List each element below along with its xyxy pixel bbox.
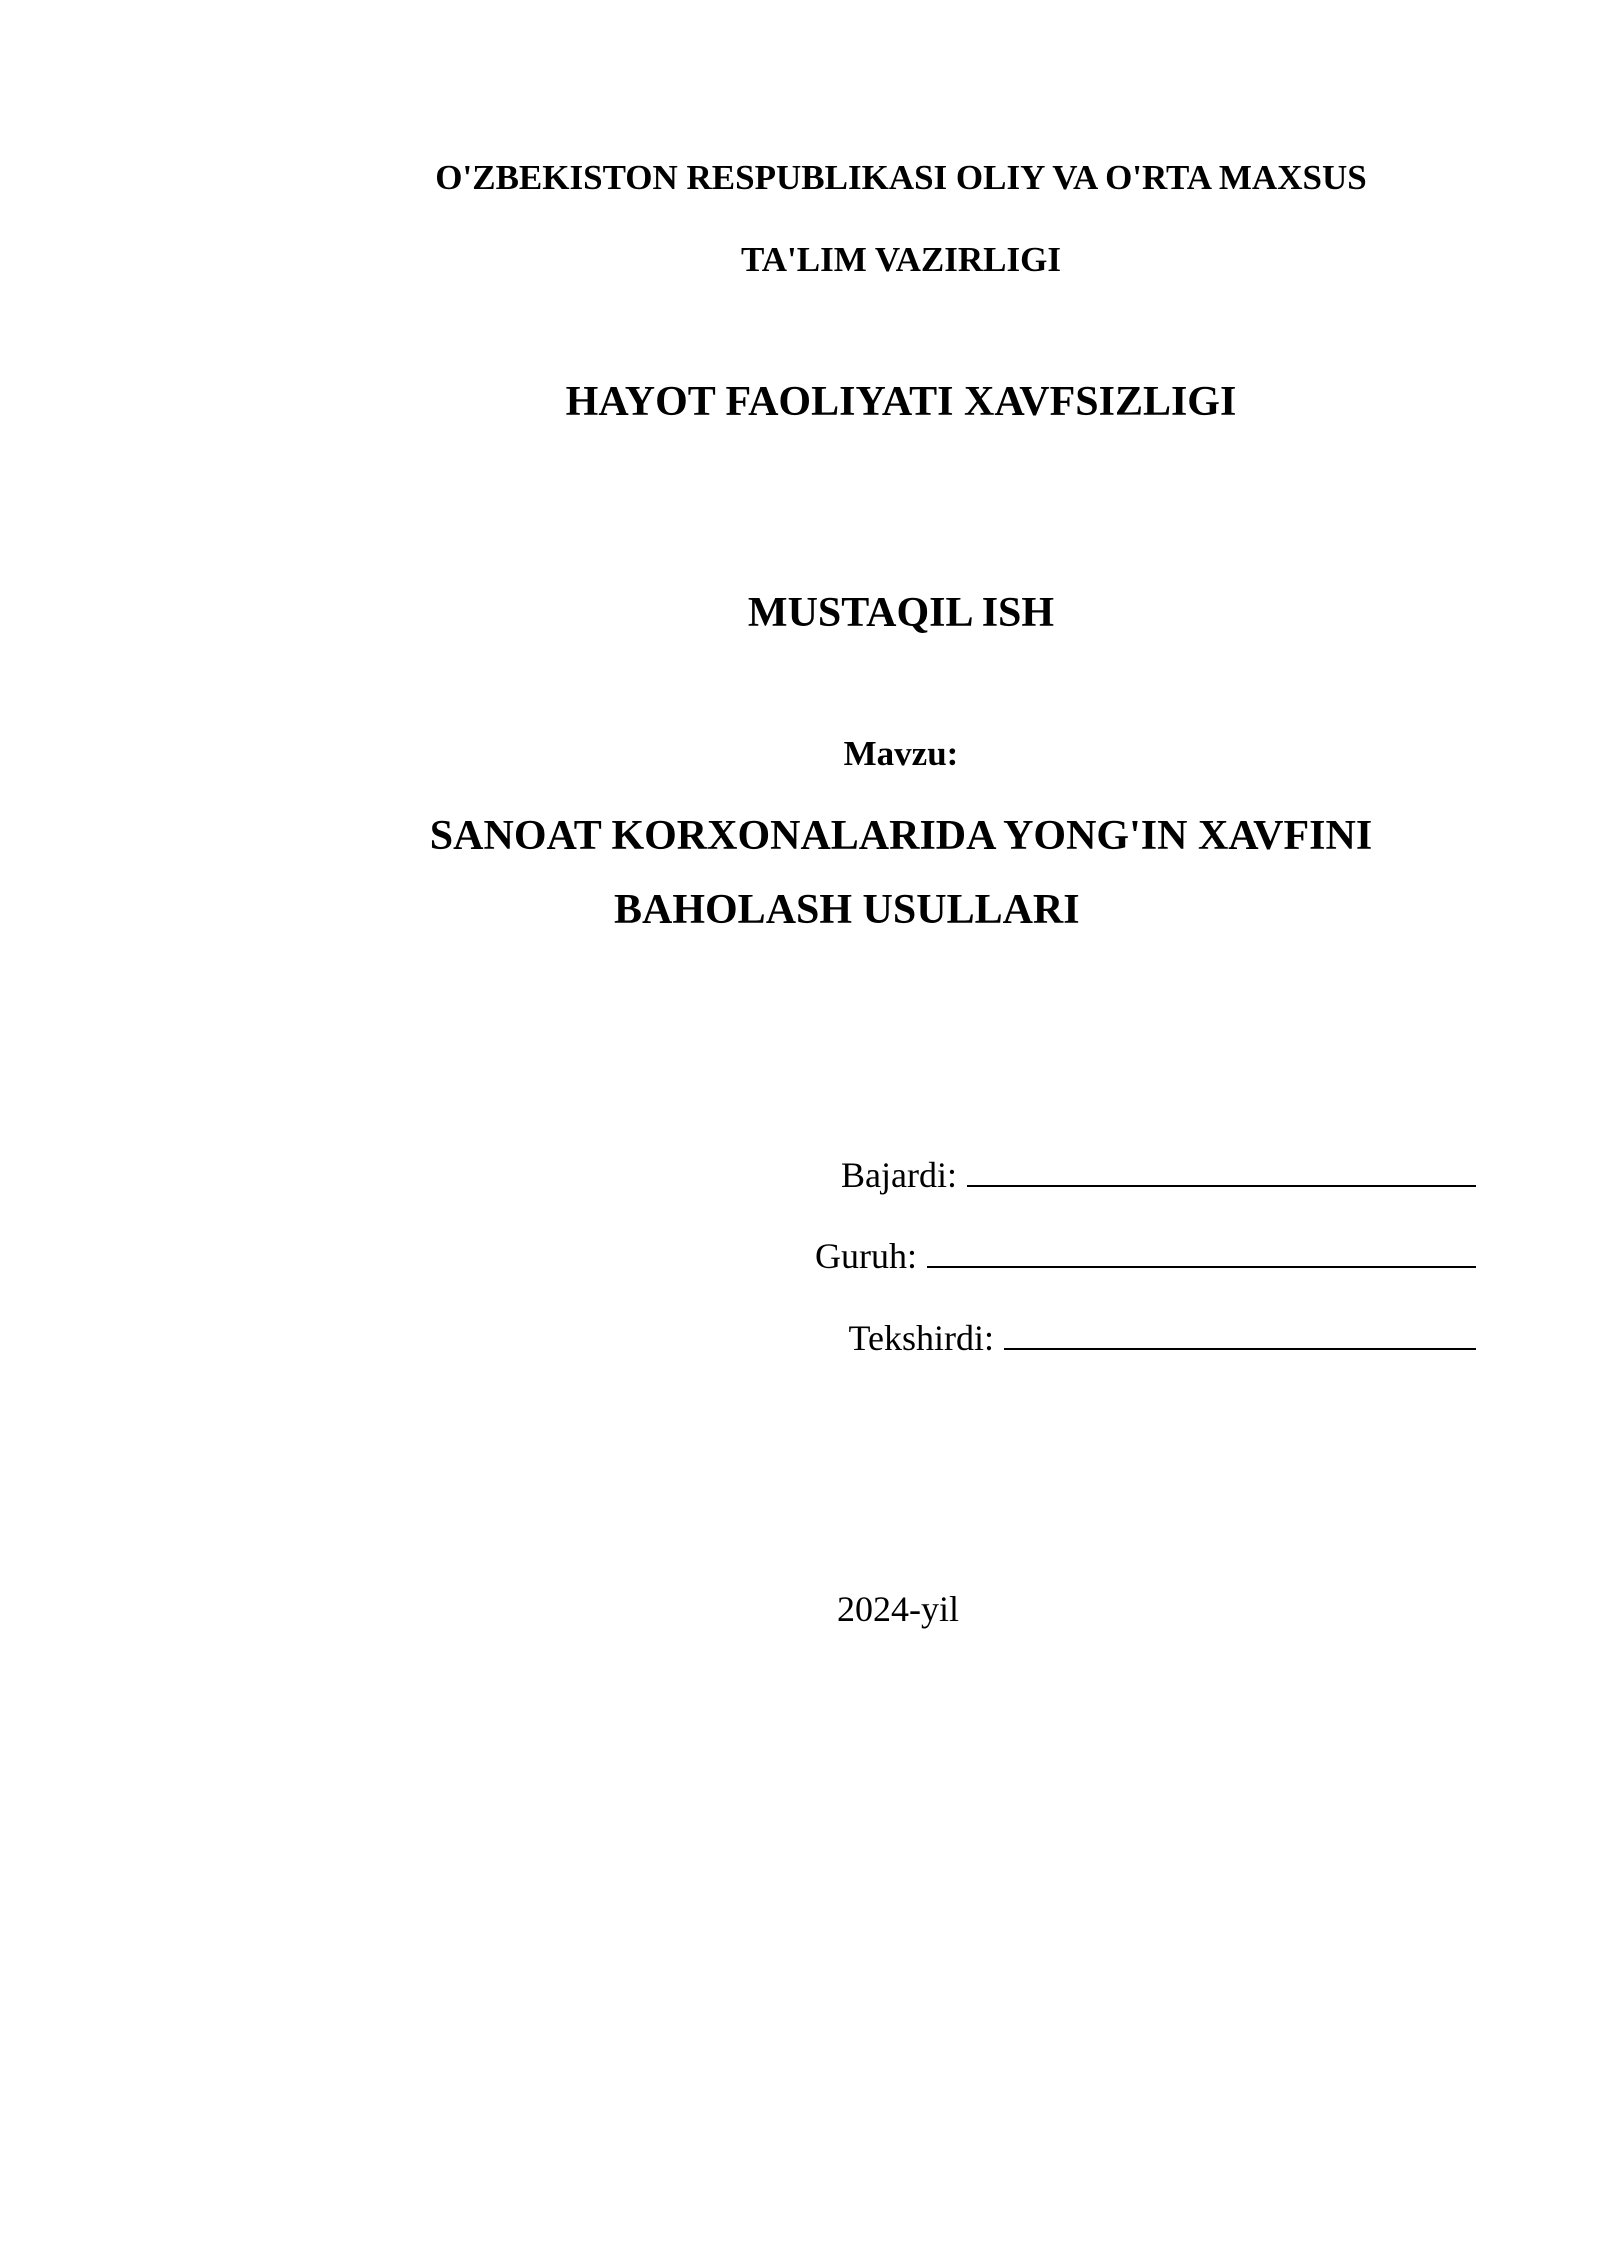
work-type-title: MUSTAQIL ISH: [747, 590, 1055, 636]
topic-label: Mavzu:: [843, 734, 959, 773]
year-label: 2024-yil: [837, 1589, 959, 1629]
topic-title-line-1: SANOAT KORXONALARIDA YONG'IN XAVFINI: [429, 813, 1373, 859]
group-blank-line: [927, 1236, 1476, 1268]
group-label: Guruh:: [815, 1236, 917, 1276]
checker-blank-line: [1004, 1318, 1476, 1350]
subject-title: HAYOT FAOLIYATI XAVFSIZLIGI: [565, 379, 1237, 425]
ministry-heading-line-1: O'ZBEKISTON RESPUBLIKASI OLIY VA O'RTA MAXSUS: [435, 158, 1367, 197]
topic-title-line-2: BAHOLASH USULLARI: [614, 887, 1080, 933]
group-field: [815, 1236, 1476, 1274]
checker-label: Tekshirdi:: [848, 1318, 994, 1358]
performer-label: Bajardi:: [841, 1155, 957, 1195]
performer-field: [841, 1155, 1476, 1193]
checker-field: [849, 1318, 1476, 1356]
ministry-heading-line-2: TA'LIM VAZIRLIGI: [741, 240, 1061, 279]
performer-blank-line: [967, 1155, 1476, 1187]
